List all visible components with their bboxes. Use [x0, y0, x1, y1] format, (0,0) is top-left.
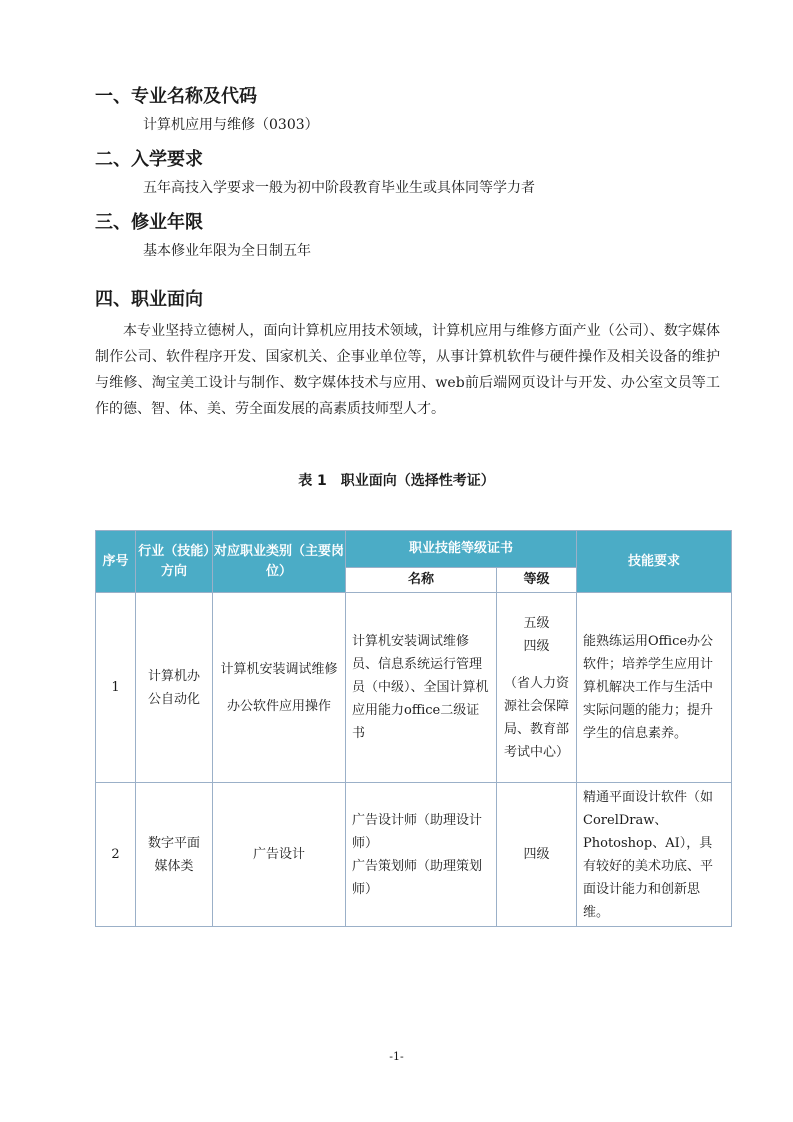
section-heading-duration: 三、修业年限	[95, 212, 203, 233]
level-line: （省人力资源社会保障局、教育部考试中心）	[504, 675, 570, 760]
section-text-admission: 五年高技入学要求一般为初中阶段教育毕业生或具体同等学力者	[143, 180, 535, 196]
cell-no: 1	[96, 593, 136, 783]
header-category: 对应职业类别（主要岗位）	[213, 531, 346, 593]
cell-industry: 计算机办公自动化	[136, 593, 213, 783]
header-skill: 技能要求	[577, 531, 732, 593]
header-cert: 职业技能等级证书	[346, 531, 577, 568]
section-text-duration: 基本修业年限为全日制五年	[143, 243, 311, 259]
header-cert-name: 名称	[346, 568, 497, 593]
section-text-major: 计算机应用与维修（0303）	[143, 117, 319, 133]
cell-cert-level: 四级	[497, 783, 577, 927]
header-cert-level: 等级	[497, 568, 577, 593]
section-heading-admission: 二、入学要求	[95, 149, 203, 170]
cell-skill: 能熟练运用Office办公软件；培养学生应用计算机解决工作与生活中实际问题的能力；提升学生的信息素养。	[577, 593, 732, 783]
category-line: 办公软件应用操作	[226, 698, 331, 714]
cell-industry: 数字平面媒体类	[136, 783, 213, 927]
cell-skill: 精通平面设计软件（如CorelDraw、Photoshop、AI），具有较好的美术功底、平面设计能力和创新思维。	[577, 783, 732, 927]
career-table	[95, 530, 732, 927]
header-industry: 行业（技能）方向	[136, 531, 213, 593]
level-line: 五级	[523, 615, 550, 631]
cell-category	[213, 593, 346, 783]
cell-cert-name	[346, 783, 497, 927]
table-header-row	[96, 531, 732, 568]
page-number: -1-	[389, 1050, 404, 1063]
cell-no: 2	[96, 783, 136, 927]
cell-category: 广告设计	[213, 783, 346, 927]
cell-cert-name: 计算机安装调试维修员、信息系统运行管理员（中级）、全国计算机应用能力office二级证书	[346, 593, 497, 783]
table-caption: 表 1 职业面向（选择性考证）	[298, 473, 495, 489]
table-row	[96, 593, 732, 783]
section-heading-major: 一、专业名称及代码	[95, 86, 257, 107]
cert-line: 广告设计师（助理设计师）	[352, 812, 483, 851]
level-line: 四级	[523, 638, 550, 654]
section-paragraph-career: 本专业坚持立德树人，面向计算机应用技术领域，计算机应用与维修方面产业（公司）、数字媒体制作公司、软件程序开发、国家机关、企事业单位等，从事计算机软件与硬件操作及相关设备的维护与维修、淘宝美工设计与制作、数字媒体技术与应用、web前后端网页设计与开发、办公室文员等工作的德、智、体、美、劳全面发展的高素质技师型人才。	[95, 323, 720, 417]
category-line: 计算机安装调试维修	[220, 661, 338, 677]
cell-cert-level	[497, 593, 577, 783]
cert-line: 广告策划师（助理策划师）	[352, 858, 483, 897]
header-no: 序号	[96, 531, 136, 593]
section-heading-career: 四、职业面向	[95, 289, 203, 310]
table-row	[96, 783, 732, 927]
